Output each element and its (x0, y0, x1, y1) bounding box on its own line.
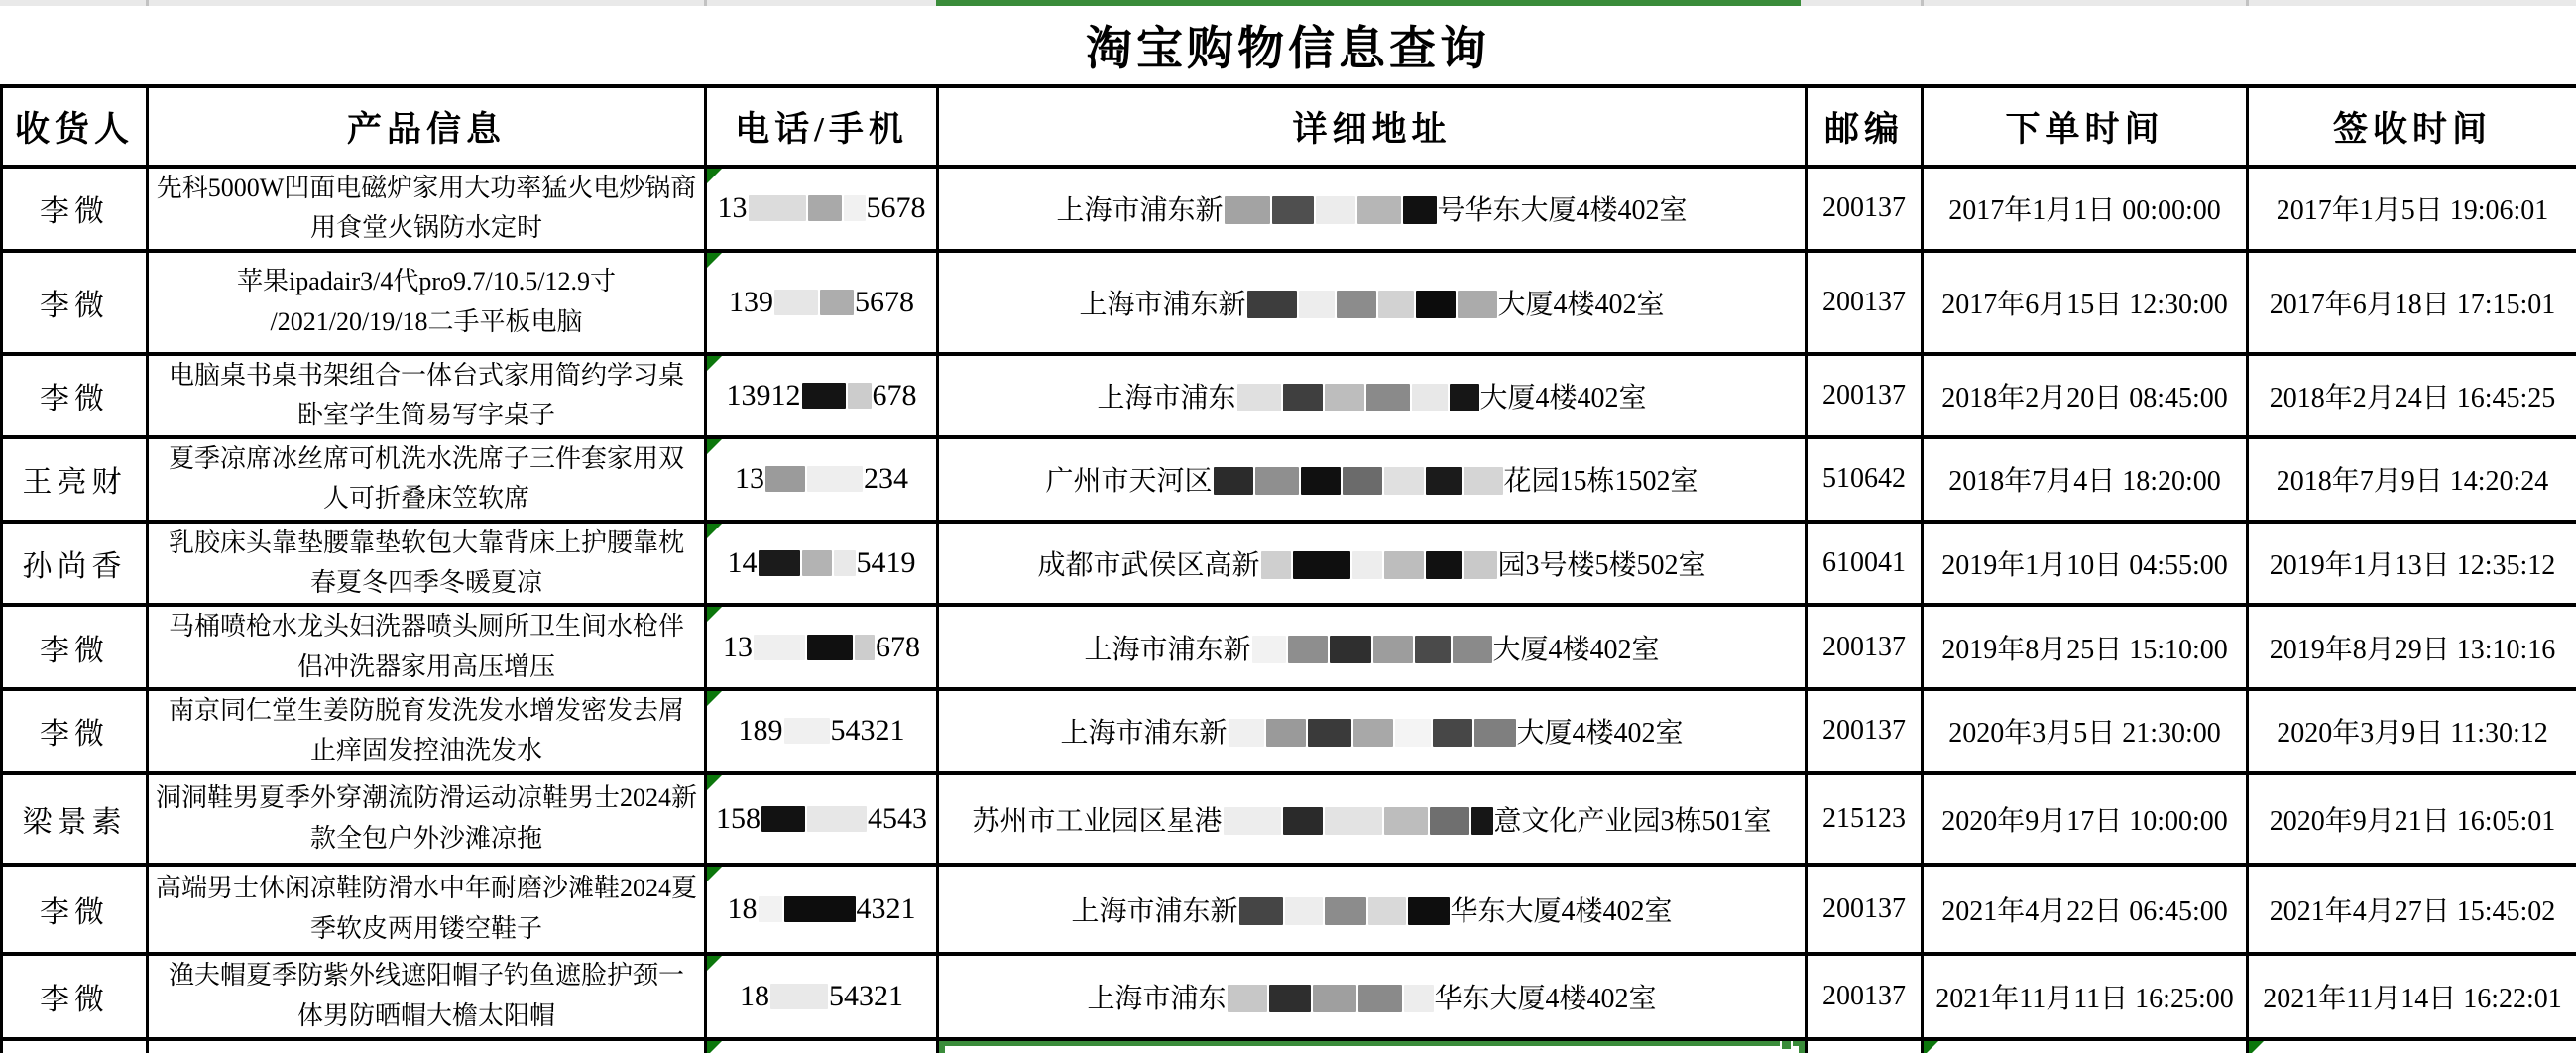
redaction-box (1373, 636, 1413, 663)
redaction-box (1353, 719, 1393, 747)
error-indicator-triangle (707, 524, 722, 538)
column-header-order-time[interactable]: 下单时间 (1923, 86, 2248, 167)
product-line: 春夏冬四季冬暖夏凉 (309, 568, 542, 598)
redaction-box (1403, 196, 1437, 224)
cell-order-time[interactable]: 2017年1月1日 00:00:00 (1923, 167, 2248, 251)
partial-cell-product[interactable] (148, 1039, 706, 1053)
text-segment: 广州市天河区 (1045, 466, 1213, 498)
cell-phone[interactable] (706, 773, 938, 865)
table-row (2, 689, 2576, 773)
redaction-box (1288, 636, 1328, 663)
redaction-box (1308, 719, 1351, 747)
redaction-box (1426, 467, 1462, 495)
redaction-box (1464, 467, 1503, 495)
redaction-box (1283, 807, 1323, 835)
product-line: 季软皮两用镂空鞋子 (309, 913, 542, 943)
redaction-box (1395, 719, 1431, 747)
redaction-box (765, 466, 805, 492)
text-segment: 678 (872, 378, 917, 411)
redaction-box (1357, 196, 1401, 224)
partial-cell-postal[interactable] (1807, 1039, 1923, 1053)
redaction-box (848, 383, 872, 409)
cell-sign-time[interactable]: 2018年7月9日 14:20:24 (2248, 437, 2576, 522)
cell-order-time[interactable]: 2017年6月15日 12:30:00 (1923, 251, 2248, 354)
text-segment: 上海市浦东 (1087, 983, 1227, 1014)
product-line: 卧室学生简易写字桌子 (296, 400, 555, 429)
selection-border (939, 1039, 1805, 1046)
redaction-box (1384, 807, 1428, 835)
cell-sign-time[interactable]: 2017年6月18日 17:15:01 (2248, 251, 2576, 354)
text-segment: 13912 (726, 378, 801, 411)
error-indicator-triangle (707, 956, 722, 971)
text-segment: 意文化产业园3栋501室 (1493, 805, 1772, 837)
error-indicator-triangle (707, 775, 722, 790)
cell-product[interactable] (148, 605, 706, 689)
redaction-box (1224, 807, 1281, 835)
partial-cell-address[interactable] (938, 1039, 1807, 1053)
redaction-box (1464, 551, 1497, 579)
redaction-box (759, 550, 800, 576)
redaction-box (1255, 467, 1299, 495)
cell-sign-time[interactable]: 2017年1月5日 19:06:01 (2248, 167, 2576, 251)
cell-phone[interactable] (706, 689, 938, 773)
text-segment: 189 (738, 714, 783, 748)
column-header-postal[interactable]: 邮编 (1807, 86, 1923, 167)
column-header-address[interactable]: 详细地址 (938, 86, 1807, 167)
cell-postal[interactable]: 610041 (1807, 522, 1923, 606)
text-segment: 5678 (866, 191, 926, 225)
table-row (2, 954, 2576, 1039)
title-row (0, 6, 2576, 84)
redaction-box (1352, 551, 1382, 579)
redaction-box (1368, 897, 1406, 925)
cell-postal[interactable]: 200137 (1807, 954, 1923, 1039)
redaction-box (770, 984, 828, 1009)
cell-sign-time[interactable]: 2019年8月29日 13:10:16 (2248, 605, 2576, 689)
redaction-box (1316, 196, 1355, 224)
redaction-box (1337, 291, 1376, 318)
text-segment: 上海市浦东新 (1084, 634, 1251, 665)
redaction-box (1426, 551, 1462, 579)
cell-product[interactable] (148, 689, 706, 773)
redaction-box (807, 466, 863, 492)
cell-address[interactable] (938, 167, 1807, 251)
cell-address[interactable] (938, 954, 1807, 1039)
redaction-box (1229, 719, 1264, 747)
cell-postal[interactable]: 200137 (1807, 251, 1923, 354)
cell-sign-time[interactable]: 2020年3月9日 11:30:12 (2248, 689, 2576, 773)
text-segment: 13 (735, 462, 764, 496)
redaction-box (1214, 467, 1253, 495)
text-segment: 园3号楼5楼502室 (1497, 550, 1706, 582)
redaction-box (820, 290, 854, 315)
header-row (2, 86, 2576, 167)
cell-order-time[interactable]: 2019年1月10日 04:55:00 (1923, 522, 2248, 606)
text-segment: 13 (723, 630, 753, 663)
redaction-box (749, 195, 806, 221)
table-row (2, 437, 2576, 522)
error-indicator-triangle (707, 356, 722, 371)
product-line: 人可折叠床笠软席 (322, 484, 529, 514)
redaction-box (774, 290, 818, 315)
error-indicator-triangle (707, 867, 722, 881)
orders-table (0, 84, 2576, 1053)
cell-sign-time[interactable]: 2019年1月13日 12:35:12 (2248, 522, 2576, 606)
text-segment: 13 (717, 191, 748, 225)
text-segment: 大厦4楼402室 (1479, 382, 1647, 413)
error-indicator-triangle (707, 439, 722, 454)
product-line: 款全包户外沙滩凉拖 (309, 823, 542, 853)
cell-phone[interactable] (706, 354, 938, 438)
text-segment: 号华东大厦4楼402室 (1437, 195, 1688, 227)
cell-recipient[interactable]: 梁景素 (2, 773, 148, 865)
selection-border (939, 1039, 945, 1053)
error-indicator-triangle (707, 1041, 722, 1053)
cell-product[interactable] (148, 437, 706, 522)
redaction-box (1474, 719, 1516, 747)
partial-cell-phone[interactable] (706, 1039, 938, 1053)
cell-address[interactable] (938, 865, 1807, 954)
redaction-box (754, 635, 805, 660)
product-line: 洞洞鞋男夏季外穿潮流防滑运动凉鞋男士2024新 (155, 783, 697, 813)
redaction-box (1412, 384, 1448, 411)
error-indicator-triangle (707, 253, 722, 268)
cell-recipient[interactable]: 李微 (2, 167, 148, 251)
cell-phone[interactable] (706, 865, 938, 954)
column-header-phone[interactable]: 电话/手机 (706, 86, 938, 167)
cell-sign-time[interactable]: 2020年9月21日 16:05:01 (2248, 773, 2576, 865)
redaction-box (1378, 291, 1414, 318)
redaction-box (1325, 897, 1366, 925)
redaction-box (1269, 985, 1311, 1012)
redaction-box (1299, 291, 1335, 318)
redaction-box (1239, 897, 1283, 925)
text-segment: 4321 (856, 891, 916, 925)
text-segment: 大厦4楼402室 (1497, 289, 1665, 320)
text-segment: 上海市浦东新 (1079, 289, 1246, 320)
product-line: 夏季凉席冰丝席可机洗水洗席子三件套家用双 (168, 444, 684, 474)
text-segment: 4543 (868, 801, 927, 835)
table-row (2, 773, 2576, 865)
table-row (2, 522, 2576, 606)
text-segment: 大厦4楼402室 (1492, 634, 1660, 665)
redaction-box (1330, 636, 1371, 663)
redaction-box (1247, 291, 1297, 318)
cell-order-time[interactable]: 2021年11月11日 16:25:00 (1923, 954, 2248, 1039)
product-line: 苹果ipadair3/4代pro9.7/10.5/12.9寸 (236, 267, 616, 296)
redaction-box (1261, 551, 1291, 579)
orders-table-body (2, 167, 2576, 1039)
redaction-box (1358, 985, 1402, 1012)
redaction-box (855, 635, 875, 660)
text-segment: 54321 (830, 714, 905, 748)
table-row (2, 167, 2576, 251)
error-indicator-triangle (2249, 1041, 2264, 1053)
text-segment: 上海市浦东新 (1056, 195, 1224, 227)
text-segment: 158 (716, 801, 761, 835)
cell-product[interactable] (148, 773, 706, 865)
redaction-box (1384, 551, 1424, 579)
redaction-box (1458, 291, 1497, 318)
redaction-box (784, 718, 830, 744)
page-title[interactable]: 淘宝购物信息查询 (1086, 24, 1490, 75)
text-segment: 上海市浦东 (1097, 382, 1236, 413)
text-segment: 大厦4楼402室 (1516, 718, 1684, 750)
cell-postal[interactable]: 200137 (1807, 167, 1923, 251)
redaction-box (1416, 291, 1456, 318)
column-header-product[interactable]: 产品信息 (148, 86, 706, 167)
cell-postal[interactable]: 200137 (1807, 865, 1923, 954)
text-segment: 18 (727, 891, 758, 925)
partial-row-body (2, 1039, 2576, 1053)
error-indicator-triangle (707, 169, 722, 183)
cell-postal[interactable]: 215123 (1807, 773, 1923, 865)
text-segment: 5419 (856, 546, 916, 580)
cell-sign-time[interactable]: 2021年4月27日 15:45:02 (2248, 865, 2576, 954)
cell-product[interactable] (148, 354, 706, 438)
cell-sign-time[interactable]: 2021年11月14日 16:22:01 (2248, 954, 2576, 1039)
cell-postal[interactable]: 200137 (1807, 354, 1923, 438)
partial-cell-recipient[interactable] (2, 1039, 148, 1053)
selection-fill-handle[interactable] (1780, 1039, 1793, 1051)
text-segment: 14 (727, 546, 758, 580)
text-segment: 54321 (829, 979, 903, 1012)
cell-recipient[interactable]: 李微 (2, 251, 148, 354)
redaction-box (1404, 985, 1434, 1012)
cell-product[interactable] (148, 954, 706, 1039)
partial-cell-sign[interactable] (2248, 1039, 2576, 1053)
text-segment: 139 (729, 285, 773, 318)
text-segment: 花园15栋1502室 (1503, 466, 1698, 498)
cell-phone[interactable] (706, 605, 938, 689)
redaction-box (1471, 807, 1493, 835)
cell-order-time[interactable]: 2019年8月25日 15:10:00 (1923, 605, 2248, 689)
error-indicator-triangle (707, 691, 722, 706)
cell-product[interactable] (148, 167, 706, 251)
redaction-box (1343, 467, 1382, 495)
product-line: 马桶喷枪水龙头妇洗器喷头厕所卫生间水枪伴 (168, 612, 684, 642)
redaction-box (802, 383, 846, 409)
cell-recipient[interactable]: 孙尚香 (2, 522, 148, 606)
error-indicator-triangle (707, 607, 722, 622)
redaction-box (1408, 897, 1450, 925)
redaction-box (1237, 384, 1281, 411)
product-line: 先科5000W凹面电磁炉家用大功率猛火电炒锅商 (156, 174, 697, 202)
cell-phone[interactable] (706, 522, 938, 606)
cell-product[interactable] (148, 522, 706, 606)
product-line: 高端男士休闲凉鞋防滑水中年耐磨沙滩鞋2024夏 (155, 874, 697, 903)
product-line: /2021/20/19/18二手平板电脑 (270, 306, 583, 336)
text-segment: 678 (876, 630, 920, 663)
redaction-box (1415, 636, 1451, 663)
redaction-box (807, 806, 867, 832)
cell-postal[interactable]: 200137 (1807, 689, 1923, 773)
cell-phone[interactable] (706, 437, 938, 522)
cell-product[interactable] (148, 865, 706, 954)
redaction-box (759, 896, 782, 922)
redaction-box (761, 806, 805, 832)
redaction-box (1272, 196, 1314, 224)
cell-phone[interactable] (706, 954, 938, 1039)
partial-next-row (2, 1039, 2576, 1053)
redaction-box (1325, 807, 1382, 835)
redaction-box (1301, 467, 1341, 495)
cell-phone[interactable] (706, 251, 938, 354)
redaction-box (1283, 384, 1323, 411)
cell-recipient[interactable]: 李微 (2, 865, 148, 954)
table-row (2, 865, 2576, 954)
text-segment: 18 (740, 979, 769, 1012)
text-segment: 华东大厦4楼402室 (1434, 983, 1657, 1014)
redaction-box (802, 550, 832, 576)
redaction-box (1450, 384, 1479, 411)
text-segment: 成都市武侯区高新 (1037, 550, 1260, 582)
text-segment: 华东大厦4楼402室 (1450, 895, 1673, 927)
cell-recipient[interactable]: 李微 (2, 354, 148, 438)
cell-product[interactable] (148, 251, 706, 354)
redaction-box (1285, 897, 1323, 925)
redaction-box (844, 195, 866, 221)
redaction-box (1252, 636, 1286, 663)
redaction-box (1430, 807, 1469, 835)
cell-recipient[interactable]: 李微 (2, 954, 148, 1039)
error-indicator-triangle (1924, 1041, 1938, 1053)
cell-recipient[interactable]: 王亮财 (2, 437, 148, 522)
table-row (2, 605, 2576, 689)
cell-postal[interactable]: 510642 (1807, 437, 1923, 522)
cell-address[interactable] (938, 437, 1807, 522)
redaction-box (1228, 985, 1267, 1012)
cell-postal[interactable]: 200137 (1807, 605, 1923, 689)
product-line: 渔夫帽夏季防紫外线遮阳帽子钓鱼遮脸护颈一 (168, 961, 684, 991)
redaction-box (784, 896, 856, 922)
cell-order-time[interactable]: 2018年7月4日 18:20:00 (1923, 437, 2248, 522)
redaction-box (1384, 467, 1424, 495)
cell-order-time[interactable]: 2020年9月17日 10:00:00 (1923, 773, 2248, 865)
redaction-box (808, 195, 842, 221)
product-line: 体男防晒帽大檐太阳帽 (296, 1000, 555, 1030)
cell-address[interactable] (938, 251, 1807, 354)
redaction-box (1293, 551, 1350, 579)
table-row (2, 354, 2576, 438)
redaction-box (807, 635, 853, 660)
redaction-box (1433, 719, 1472, 747)
cell-sign-time[interactable]: 2018年2月24日 16:45:25 (2248, 354, 2576, 438)
cell-order-time[interactable]: 2020年3月5日 21:30:00 (1923, 689, 2248, 773)
column-header-sign-time[interactable]: 签收时间 (2248, 86, 2576, 167)
table-row (2, 251, 2576, 354)
partial-cell-order[interactable] (1923, 1039, 2248, 1053)
selection-border (1799, 1039, 1805, 1053)
product-line: 侣冲洗器家用高压增压 (296, 651, 555, 681)
redaction-box (1266, 719, 1306, 747)
text-segment: 5678 (855, 285, 914, 318)
text-segment: 上海市浦东新 (1060, 718, 1228, 750)
cell-recipient[interactable]: 李微 (2, 689, 148, 773)
text-segment: 上海市浦东新 (1071, 895, 1238, 927)
cell-recipient[interactable]: 李微 (2, 605, 148, 689)
cell-address[interactable] (938, 773, 1807, 865)
text-segment: 234 (864, 462, 908, 496)
product-line: 用食堂火锅防水定时 (309, 213, 542, 243)
cell-address[interactable] (938, 522, 1807, 606)
product-line: 乳胶床头靠垫腰靠垫软包大靠背床上护腰靠枕 (168, 528, 684, 557)
redaction-box (1453, 636, 1492, 663)
text-segment: 苏州市工业园区星港 (972, 805, 1223, 837)
cell-order-time[interactable]: 2021年4月22日 06:45:00 (1923, 865, 2248, 954)
redaction-box (1325, 384, 1364, 411)
cell-address[interactable] (938, 354, 1807, 438)
cell-order-time[interactable]: 2018年2月20日 08:45:00 (1923, 354, 2248, 438)
redaction-box (834, 550, 856, 576)
redaction-box (1366, 384, 1410, 411)
cell-address[interactable] (938, 605, 1807, 689)
column-header-recipient[interactable]: 收货人 (2, 86, 148, 167)
product-line: 南京同仁堂生姜防脱育发洗发水增发密发去屑 (168, 695, 684, 725)
product-line: 止痒固发控油洗发水 (309, 736, 542, 765)
redaction-box (1225, 196, 1270, 224)
cell-address[interactable] (938, 689, 1807, 773)
product-line: 电脑桌书桌书架组合一体台式家用简约学习桌 (168, 360, 684, 390)
redaction-box (1313, 985, 1356, 1012)
cell-phone[interactable] (706, 167, 938, 251)
